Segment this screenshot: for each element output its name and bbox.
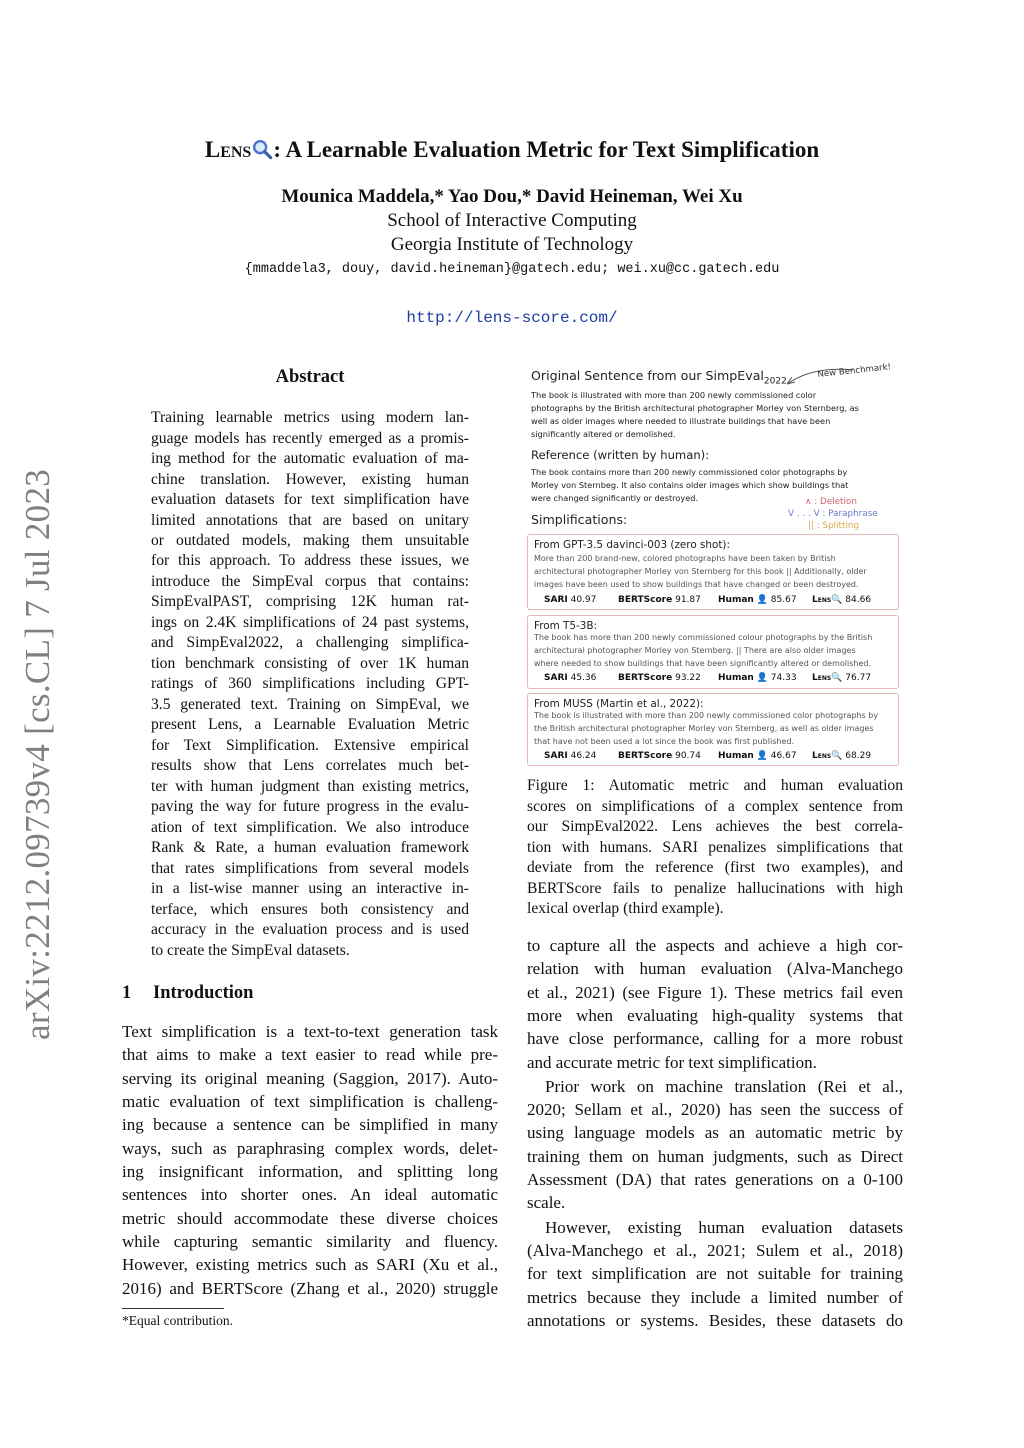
figure-1 <box>527 364 903 772</box>
magnifier-icon: 🔍 <box>831 595 843 605</box>
lens-label: Lens <box>812 751 832 761</box>
caption-line: BERTScore fails to penalize hallucinations with high <box>527 880 903 897</box>
body-line: scale. <box>527 1193 566 1212</box>
original-heading-sub: 2022 <box>763 376 787 387</box>
reference-line: The book contains more than 200 newly commissioned color photographs by <box>531 467 848 477</box>
caption-line: tion with humans. SARI penalizes simplifications that <box>527 839 903 856</box>
bertscore-label: BERTScore <box>618 595 673 605</box>
simplification-card-t5 <box>527 615 899 689</box>
caption-line: scores on simplifications of a complex sentence from <box>527 798 903 815</box>
title-rest: : A Learnable Evaluation Metric for Text Simplification <box>273 137 820 162</box>
intro-line: Text simplification is a text-to-text generation task <box>122 1022 498 1041</box>
intro-line: while capturing semantic similarity and fluency. <box>122 1232 498 1251</box>
author-list: Mounica Maddela,* Yao Dou,* David Heineman, Wei Xu <box>281 186 743 207</box>
card-line: More than 200 brand-new, colored photographs have been taken by British <box>534 554 836 563</box>
body-line: annotations or systems. Besides, these datasets do <box>527 1311 903 1330</box>
human-label: Human <box>718 673 754 683</box>
body-line: relation with human evaluation (Alva-Manchego <box>527 959 903 978</box>
body-line: et al., 2021) (see Figure 1). These metrics fail even <box>527 983 903 1002</box>
intro-line: metric should accommodate these diverse choices <box>122 1209 498 1228</box>
body-line: However, existing human evaluation datasets <box>545 1218 903 1237</box>
abstract-line: in a list-wise manner using an interactive in- <box>151 880 469 897</box>
bertscore-score: 90.74 <box>675 751 701 761</box>
intro-line: sentences into shorter ones. An ideal automatic <box>122 1185 498 1204</box>
bertscore-score: 93.22 <box>675 673 701 683</box>
figure-original-heading <box>531 368 787 387</box>
abstract-line: ing method for the automatic evaluation of ma- <box>151 450 469 467</box>
abstract-line: to create the SimpEval datasets. <box>151 942 350 959</box>
abstract-line: results show that Lens correlates much bet- <box>151 757 469 774</box>
card-scores <box>534 673 894 685</box>
intro-line: However, existing metrics such as SARI (Xu et al., <box>122 1255 498 1274</box>
abstract-line: that rates simplifications from several models <box>151 860 469 877</box>
lens-score: 68.29 <box>845 751 872 761</box>
simplification-card-muss <box>527 693 899 766</box>
abstract-line: introduce the SimpEval corpus that contains: <box>151 573 469 590</box>
body-line: more when evaluating high-quality systems that <box>527 1006 903 1025</box>
human-icon: 👤 <box>756 595 768 605</box>
abstract-line: SimpEvalPAST, comprising 12K human rat- <box>151 593 469 610</box>
intro-line: ing because a sentence can be simplified in many <box>122 1115 498 1134</box>
body-line: 2020; Sellam et al., 2020) has seen the success of <box>527 1100 903 1119</box>
original-line: The book is illustrated with more than 200 newly commissioned color <box>531 390 817 400</box>
abstract-line: 3.5 generated text. Training on SimpEval, we <box>151 696 469 713</box>
card-title: From T5-3B: <box>534 620 597 632</box>
human-score: 74.33 <box>770 673 797 683</box>
human-icon: 👤 <box>756 751 768 761</box>
lens-score: 76.77 <box>845 673 872 683</box>
magnifier-icon: 🔍 <box>831 751 843 761</box>
human-icon: 👤 <box>756 673 768 683</box>
project-website-link[interactable]: http://lens-score.com/ <box>406 309 618 327</box>
card-title: From GPT-3.5 davinci-003 (zero shot): <box>534 539 730 551</box>
legend-deletion: ∧ : Deletion <box>805 497 857 507</box>
original-line: well as older images where needed to illustrate buildings that have been <box>531 416 831 426</box>
abstract-line: guage models has recently emerged as a promis- <box>151 430 469 447</box>
body-line: using language models as an automatic metric by <box>527 1123 903 1142</box>
card-line: The book is illustrated with more than 200 newly commissioned color photographs by <box>534 711 879 720</box>
intro-line: serving its original meaning (Saggion, 2017). Auto- <box>122 1069 498 1088</box>
abstract-line: limited annotations that are based on unitary <box>151 512 469 529</box>
card-scores <box>534 751 894 763</box>
sari-label: SARI <box>544 595 568 605</box>
body-line: and accurate metric for text simplification. <box>527 1053 817 1072</box>
abstract-line: accuracy in the evaluation process and is used <box>151 921 469 938</box>
abstract-line: evaluation datasets for text simplification have <box>151 491 469 508</box>
body-line: training them on human judgments, such as Direct <box>527 1147 903 1166</box>
abstract-line: ratings of 360 simplifications including GPT- <box>151 675 469 692</box>
sari-score: 40.97 <box>570 595 597 605</box>
card-line: that have not been used a lot since the book was first published. <box>534 737 794 746</box>
caption-line: deviate from the reference (first two examples), and <box>527 859 903 876</box>
abstract-line: ation of text simplification. We also introduce <box>151 819 469 836</box>
bertscore-label: BERTScore <box>618 751 673 761</box>
sari-label: SARI <box>544 673 568 683</box>
card-line: architectural photographer Morley von Sternberg. || There are also older images <box>534 646 856 655</box>
simplification-card-gpt35 <box>527 534 899 610</box>
card-scores <box>534 595 894 607</box>
intro-line: 2016) and BERTScore (Zhang et al., 2020) struggle <box>122 1279 498 1298</box>
abstract-line: present Lens, a Learnable Evaluation Metric <box>151 716 469 733</box>
body-line: to capture all the aspects and achieve a high cor- <box>527 936 903 955</box>
abstract-line: and SimpEval2022, a challenging simplifica- <box>151 634 469 651</box>
abstract-line: for Text Simplification. Extensive empirical <box>151 737 469 754</box>
abstract-line: paving the way for future progress in the evalu- <box>151 798 469 815</box>
section-heading-introduction <box>122 983 253 1004</box>
caption-line: Figure 1: Automatic metric and human evaluation <box>527 777 903 794</box>
card-line: where needed to show buildings that have been significantly altered or demolished. <box>534 659 871 668</box>
affiliation-institute: Georgia Institute of Technology <box>390 234 634 255</box>
footnote-equal-contribution: *Equal contribution. <box>122 1313 233 1328</box>
abstract-line: ings on 2.4K simplifications of 24 past systems, <box>151 614 469 631</box>
arxiv-stamp: arXiv:2212.09739v4 [cs.CL] 7 Jul 2023 <box>18 468 57 1040</box>
sari-label: SARI <box>544 751 568 761</box>
author-emails: {mmaddela3, douy, david.heineman}@gatech.edu; wei.xu@cc.gatech.edu <box>244 262 780 277</box>
human-score: 46.67 <box>770 751 797 761</box>
paper-title <box>0 137 1024 163</box>
original-line: significantly altered or demolished. <box>531 429 676 439</box>
abstract-line: or outdated models, making them unsuitable <box>151 532 469 549</box>
reference-line: were changed significantly or destroyed. <box>531 493 699 503</box>
body-line: have close performance, calling for a more robust <box>527 1029 903 1048</box>
abstract-line: for this approach. To address these issues, we <box>151 552 469 569</box>
reference-heading: Reference (written by human): <box>531 448 710 462</box>
magnifier-icon <box>251 138 273 160</box>
card-line: The book has more than 200 newly commissioned colour photographs by the British <box>534 633 873 642</box>
title-lens-word: Lens <box>204 137 252 162</box>
card-line: the British architectural photographer Morley von Sternberg, as well as older images <box>534 724 874 733</box>
legend-paraphrase: V . . . V : Paraphrase <box>788 509 878 519</box>
abstract-line: Rank & Rate, a human evaluation framework <box>151 839 469 856</box>
lens-score: 84.66 <box>845 595 872 605</box>
legend-splitting: || : Splitting <box>808 521 860 531</box>
human-label: Human <box>718 595 754 605</box>
legend-deletion-label: Deletion <box>820 497 857 507</box>
sari-score: 45.36 <box>570 673 597 683</box>
body-line: Assessment (DA) that rates generations on a 0-100 <box>527 1170 903 1189</box>
card-line: images have been used to show buildings that have changed or been destroyed. <box>534 580 859 589</box>
footnote-divider <box>122 1308 224 1309</box>
abstract-line: chine translation. However, existing human <box>151 471 469 488</box>
bertscore-score: 91.87 <box>675 595 701 605</box>
intro-line: that aims to make a text easier to read while pre- <box>122 1045 498 1064</box>
reference-line: Morley von Sternbeg. It also contains older images which show buildings that <box>531 480 849 490</box>
original-line: photographs by the British architectural photographer Morley von Sternberg, as <box>531 403 859 413</box>
body-line: (Alva-Manchego et al., 2021; Sulem et al., 2018) <box>527 1241 903 1260</box>
sari-score: 46.24 <box>570 751 597 761</box>
original-heading-text: Original Sentence from our SimpEval <box>531 368 764 383</box>
section-number: 1 <box>122 983 132 1003</box>
human-score: 85.67 <box>770 595 797 605</box>
simplifications-heading: Simplifications: <box>531 512 628 527</box>
intro-line: ing insignificant information, and splitting long <box>122 1162 498 1181</box>
card-line: architectural photographer Morley von Sternberg for this book || Additionally, older <box>534 567 867 576</box>
card-title: From MUSS (Martin et al., 2022): <box>534 698 704 710</box>
abstract-line: Training learnable metrics using modern lan- <box>151 409 469 426</box>
abstract-line: tion benchmark consisting of over 1K human <box>151 655 469 672</box>
affiliation-school: School of Interactive Computing <box>387 210 637 231</box>
legend-paraphrase-label: Paraphrase <box>828 509 878 519</box>
abstract-line: ter with human judgment than existing metrics, <box>151 778 469 795</box>
caption-line: lexical overlap (third example). <box>527 900 724 917</box>
new-benchmark-label: New Benchmark! <box>817 362 892 380</box>
intro-line: matic evaluation of text simplification is challeng- <box>122 1092 498 1111</box>
abstract-heading: Abstract <box>275 367 345 387</box>
legend-splitting-label: Splitting <box>822 521 860 531</box>
intro-line: ways, such as paraphrasing complex words, delet- <box>122 1139 498 1158</box>
caption-line: our SimpEval2022. Lens achieves the best correla- <box>527 818 903 835</box>
magnifier-icon: 🔍 <box>831 673 843 683</box>
lens-label: Lens <box>812 673 832 683</box>
abstract-line: terface, which ensures both consistency and <box>151 901 469 918</box>
body-line: for text simplification are not suitable for training <box>527 1264 903 1283</box>
section-title: Introduction <box>153 983 254 1003</box>
body-line: metrics because they include a limited number of <box>527 1288 903 1307</box>
bertscore-label: BERTScore <box>618 673 673 683</box>
human-label: Human <box>718 751 754 761</box>
lens-label: Lens <box>812 595 832 605</box>
body-line: Prior work on machine translation (Rei et al., <box>545 1077 903 1096</box>
